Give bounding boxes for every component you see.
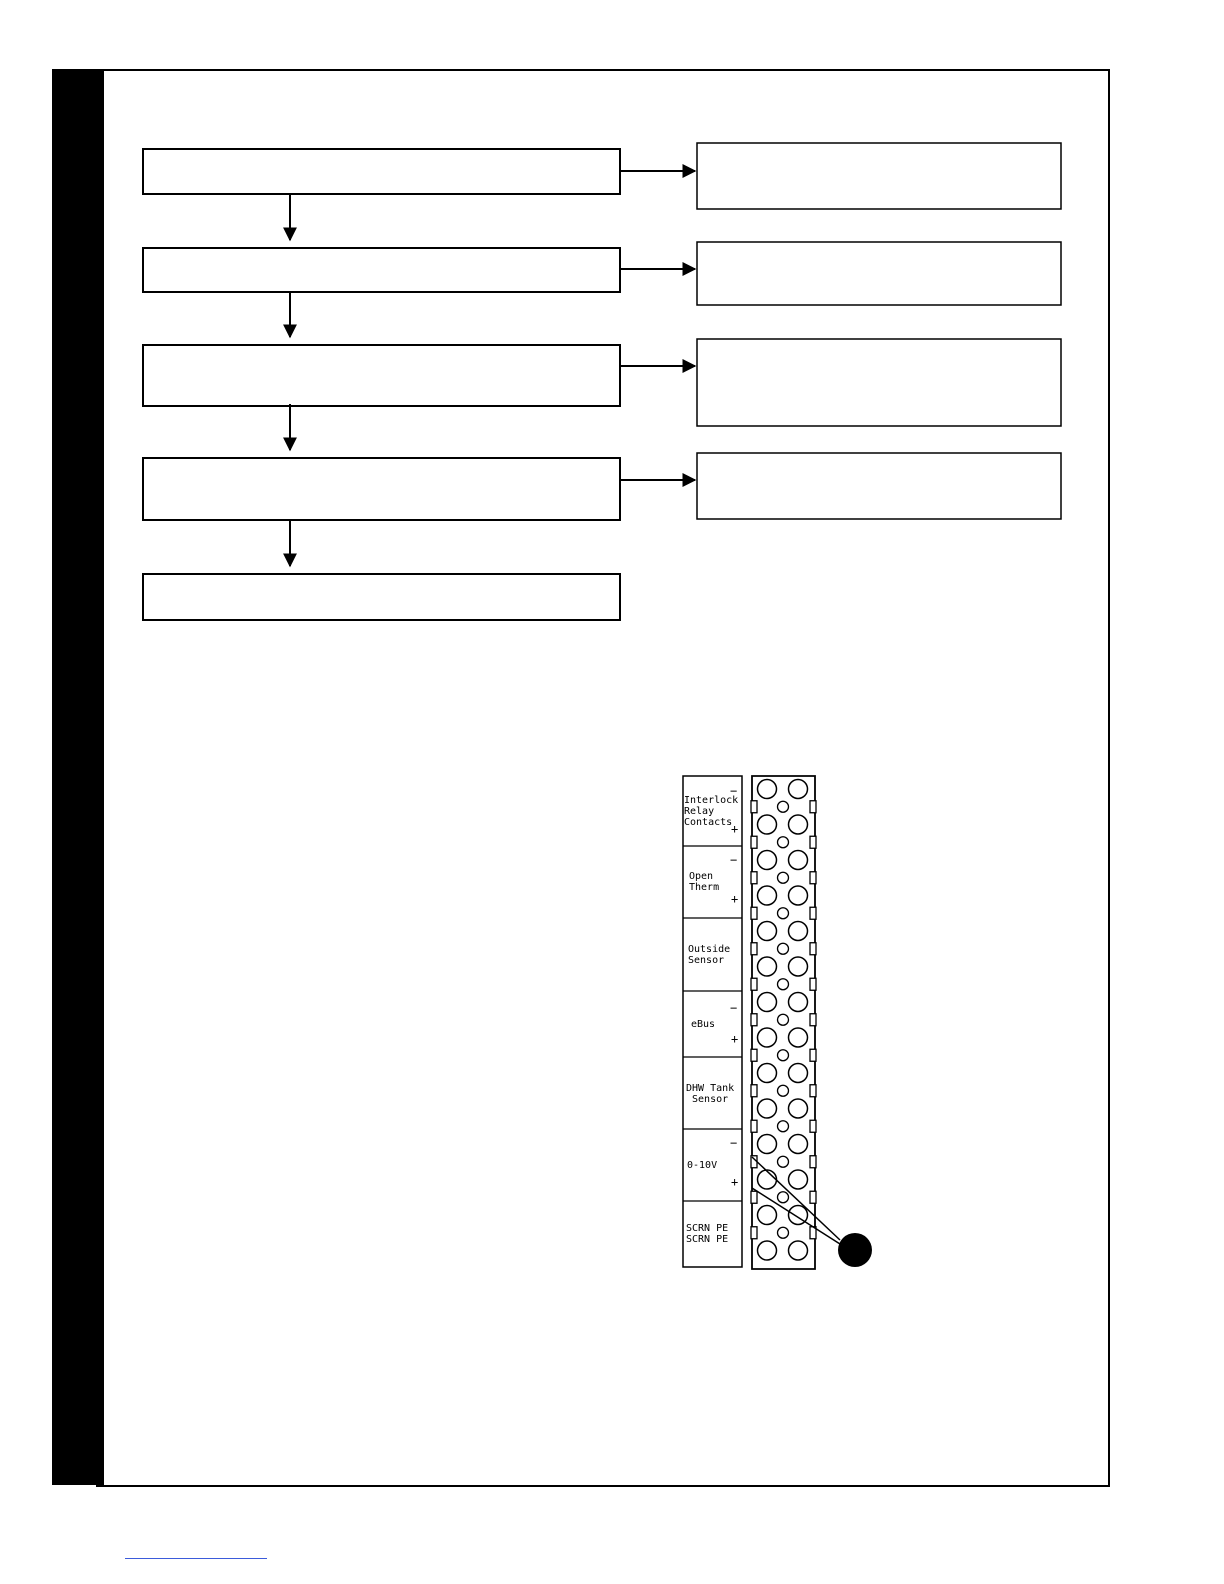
terminal-screw-hole: [758, 1064, 777, 1083]
terminal-screw-hole: [758, 1206, 777, 1225]
terminal-notch: [751, 1227, 757, 1239]
terminal-wire-hole: [778, 979, 789, 990]
terminal-wire-hole: [778, 1085, 789, 1096]
flow-step-1: [143, 149, 620, 194]
terminal-notch: [751, 907, 757, 919]
terminal-wire-hole: [778, 908, 789, 919]
terminal-screw-hole: [758, 1135, 777, 1154]
callout-dot: [838, 1233, 872, 1267]
terminal-screw-hole: [789, 1028, 808, 1047]
terminal-notch: [810, 1085, 816, 1097]
terminal-wire-hole: [778, 1156, 789, 1167]
tb-group-6-line-1: 0-10V: [687, 1160, 718, 1171]
terminal-wire-hole: [778, 1227, 789, 1238]
terminal-notch: [810, 1120, 816, 1132]
tb-group-1-line-1: Interlock: [684, 795, 739, 806]
terminal-screw-hole: [758, 1099, 777, 1118]
terminal-wire-hole: [778, 943, 789, 954]
terminal-notch: [810, 872, 816, 884]
terminal-screw-hole: [758, 1028, 777, 1047]
tb-group-1-line-2: Relay: [684, 806, 715, 817]
terminal-notch: [751, 1014, 757, 1026]
tb-group-1-minus: −: [730, 784, 738, 798]
tb-group-6-plus: +: [731, 1175, 739, 1189]
tb-group-2-line-2: Therm: [689, 882, 720, 893]
tb-group-1-line-3: Contacts: [684, 817, 733, 828]
terminal-notch: [751, 872, 757, 884]
terminal-wire-hole: [778, 1121, 789, 1132]
terminal-wire-hole: [778, 872, 789, 883]
tb-group-2-line-1: Open: [689, 871, 714, 882]
terminal-screw-hole: [758, 851, 777, 870]
terminal-notch: [810, 1191, 816, 1203]
terminal-screw-hole: [758, 1170, 777, 1189]
terminal-wire-hole: [778, 1050, 789, 1061]
terminal-wire-hole: [778, 1014, 789, 1025]
terminal-screw-hole: [789, 780, 808, 799]
terminal-notch: [751, 978, 757, 990]
terminal-wire-hole: [778, 1192, 789, 1203]
tb-group-2-minus: −: [730, 853, 738, 867]
terminal-screw-hole: [789, 815, 808, 834]
terminal-notch: [810, 1014, 816, 1026]
terminal-screw-hole: [758, 922, 777, 941]
flow-step-3: [143, 345, 620, 406]
tb-group-4-line-1: eBus: [691, 1019, 716, 1030]
terminal-notch: [810, 1049, 816, 1061]
terminal-notch: [810, 978, 816, 990]
terminal-notch: [751, 1120, 757, 1132]
terminal-screw-hole: [789, 1099, 808, 1118]
terminal-screw-hole: [789, 922, 808, 941]
terminal-screw-hole: [789, 1064, 808, 1083]
terminal-screw-hole: [758, 815, 777, 834]
terminal-screw-hole: [758, 993, 777, 1012]
terminal-notch: [751, 943, 757, 955]
flowchart-outcomes: [697, 143, 1061, 519]
tb-group-4-minus: −: [730, 1001, 738, 1015]
flow-step-5: [143, 574, 620, 620]
terminal-screw-hole: [789, 851, 808, 870]
tb-group-2-plus: +: [731, 892, 739, 906]
terminal-notch: [810, 943, 816, 955]
terminal-notch: [810, 801, 816, 813]
terminal-screw-hole: [758, 957, 777, 976]
terminal-notch: [810, 1156, 816, 1168]
terminal-screw-hole: [789, 957, 808, 976]
tb-group-7-line-2: SCRN PE: [686, 1234, 729, 1245]
terminal-screw-hole: [789, 1170, 808, 1189]
terminal-notch: [751, 1191, 757, 1203]
tb-group-5-line-1: DHW Tank: [686, 1083, 735, 1094]
tb-group-3-line-1: Outside: [688, 944, 731, 955]
flow-step-2: [143, 248, 620, 292]
terminal-notch: [751, 836, 757, 848]
flowchart-right-arrows: [620, 171, 695, 480]
terminal-notch: [810, 836, 816, 848]
tb-group-5-line-2: Sensor: [686, 1094, 729, 1105]
flow-outcome-1: [697, 143, 1061, 209]
tb-group-6-minus: −: [730, 1136, 738, 1150]
terminal-wire-hole: [778, 837, 789, 848]
terminal-screw-hole: [789, 1241, 808, 1260]
flow-outcome-3: [697, 339, 1061, 426]
terminal-wire-hole: [778, 801, 789, 812]
flow-step-4: [143, 458, 620, 520]
terminal-screw-hole: [758, 1241, 777, 1260]
terminal-label-strip: [683, 776, 742, 1267]
terminal-notch: [810, 907, 816, 919]
tb-group-3-line-2: Sensor: [688, 955, 725, 966]
terminal-screw-hole: [789, 993, 808, 1012]
terminal-notch: [751, 1049, 757, 1061]
terminal-screw-hole: [789, 886, 808, 905]
footer-link-underline[interactable]: [125, 1558, 267, 1559]
flowchart-steps: [143, 149, 620, 620]
terminal-screw-hole: [758, 886, 777, 905]
tb-group-4-plus: +: [731, 1032, 739, 1046]
terminal-notch: [751, 801, 757, 813]
terminal-screw-hole: [758, 780, 777, 799]
tb-group-1-plus: +: [731, 822, 739, 836]
flow-outcome-4: [697, 453, 1061, 519]
terminal-notch: [751, 1085, 757, 1097]
terminal-screw-hole: [789, 1135, 808, 1154]
tb-group-7-line-1: SCRN PE: [686, 1223, 729, 1234]
flow-outcome-2: [697, 242, 1061, 305]
